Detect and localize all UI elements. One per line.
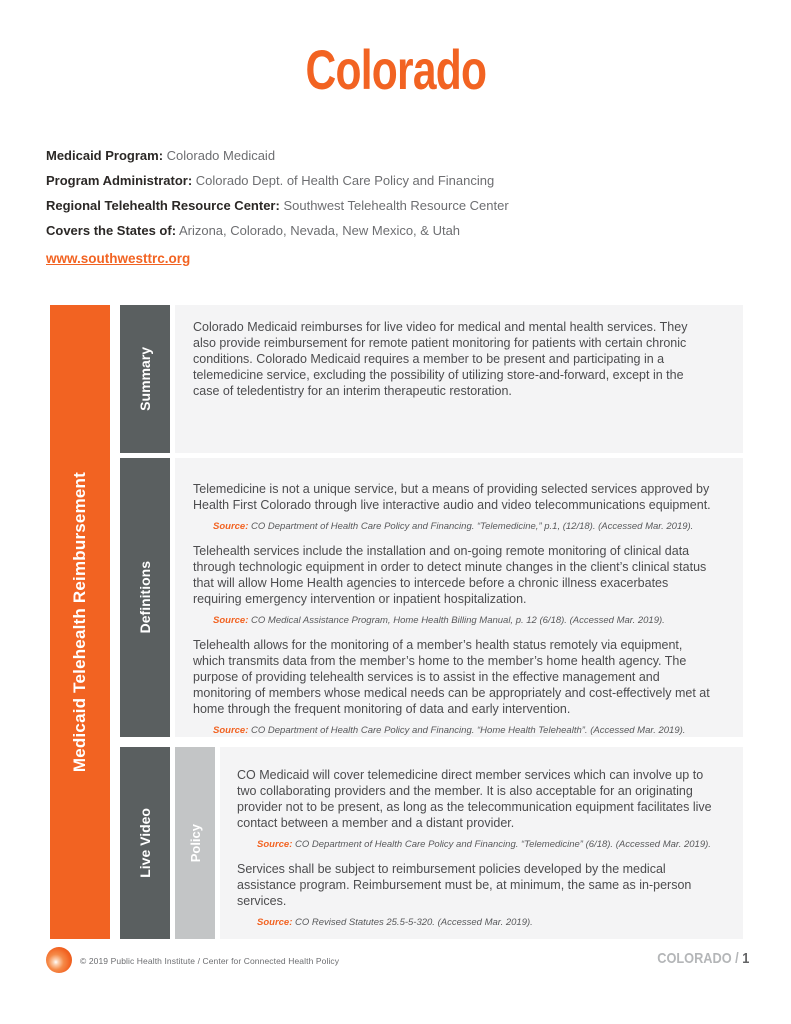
page-title	[0, 38, 791, 101]
paragraph: Telemedicine is not a unique service, but a means of providing selected services approved by Health First Colorado through live interactive audio and video telecommunications equipment.	[193, 482, 711, 512]
source-label: Source:	[257, 917, 293, 928]
header-field-program-administrator	[46, 174, 509, 187]
category-sidebar	[50, 305, 110, 939]
table-row-definitions	[120, 458, 743, 737]
category-sidebar-label: Medicaid Telehealth Reimbursement	[70, 471, 89, 773]
row-content-definitions	[175, 458, 743, 737]
row-label-definitions: Definitions	[137, 561, 153, 634]
source-text: CO Department of Health Care Policy and Financing. “Home Health Telehealth”. (Accessed Mar. 2019).	[251, 725, 686, 736]
page-title-text: Colorado	[305, 38, 486, 101]
header-field-covered-states	[46, 224, 509, 237]
source-citation	[257, 839, 715, 851]
subrow-label-bar-policy	[175, 747, 215, 939]
source-citation	[213, 725, 713, 737]
footer-separator: /	[731, 950, 742, 967]
paragraph: Telehealth services include the installation and on-going remote monitoring of clinical data through technologic equipment in order to detect minute changes in the client’s clinical status that will allow Home Health agencies to intercede before a chronic illness exacerbates requiring emergency intervention or inpatient hospitalization.	[193, 544, 707, 606]
field-value: Southwest Telehealth Resource Center	[283, 198, 509, 213]
source-text: CO Revised Statutes 25.5-5-320. (Accessed Mar. 2019).	[295, 917, 533, 928]
row-label-live-video: Live Video	[137, 808, 153, 878]
source-text: CO Medical Assistance Program, Home Health Billing Manual, p. 12 (6/18). (Accessed Mar. 2019).	[251, 615, 665, 626]
paragraph: Telehealth allows for the monitoring of a member’s health status remotely via equipment, which transmits data from the member’s home to the member’s home health agency. The purpose of providing telehealth services is to assist in the effective management and monitoring of members whose medical needs can be appropriately and cost-effectively met at home through the frequent monitoring of data and early intervention.	[193, 638, 710, 716]
field-label: Regional Telehealth Resource Center:	[46, 198, 280, 213]
source-text: CO Department of Health Care Policy and Financing. “Telemedicine” (6/18). (Accessed Mar. 2019).	[295, 839, 711, 850]
source-text: CO Department of Health Care Policy and Financing. “Telemedicine,” p.1, (12/18). (Accessed Mar. 2019).	[251, 521, 694, 532]
paragraph: Services shall be subject to reimbursement policies developed by the medical assistance program. Reimbursement must be, at minimum, the same as in-person services.	[237, 862, 692, 908]
footer-copyright: © 2019 Public Health Institute / Center for Connected Health Policy	[80, 956, 340, 966]
table-row-summary	[120, 305, 743, 453]
field-value: Colorado Dept. of Health Care Policy and Financing	[195, 173, 495, 188]
footer-state-name: COLORADO	[656, 950, 732, 967]
reimbursement-table	[50, 305, 743, 939]
source-label: Source:	[257, 839, 293, 850]
website-link[interactable]: www.southwesttrc.org	[46, 251, 191, 266]
row-content-summary	[175, 305, 743, 453]
header-field-medicaid-program	[46, 149, 509, 162]
table-rows	[120, 305, 743, 939]
source-label: Source:	[213, 521, 249, 532]
header-block	[46, 149, 509, 266]
paragraph: CO Medicaid will cover telemedicine direct member services which can involve up to two collaborating providers and the member. It is also acceptable for an originating provider not to be present, as long as the telecommunication equipment facilitates live contact between a member and a distant provider.	[237, 768, 712, 830]
source-label: Source:	[213, 725, 249, 736]
footer-page-indicator	[657, 950, 749, 967]
field-value: Arizona, Colorado, Nevada, New Mexico, & Utah	[178, 223, 461, 238]
paragraph: Colorado Medicaid reimburses for live video for medical and mental health services. They also provide reimbursement for remote patient monitoring for patients with certain chronic conditions. Colorado Medicaid requires a member to be present and participating in a telemedicine service, excluding the possibility of utilizing store-and-forward, except in the case of teledentistry for an interim therapeutic restoration.	[193, 320, 688, 398]
subrow-label-policy: Policy	[187, 823, 203, 863]
row-content-live-video	[220, 747, 743, 939]
source-citation	[257, 917, 715, 929]
phi-cchp-logo-icon	[46, 947, 72, 973]
footer-page-number: 1	[741, 950, 749, 967]
source-label: Source:	[213, 615, 249, 626]
field-value: Colorado Medicaid	[166, 148, 276, 163]
source-citation	[213, 521, 713, 533]
field-label: Medicaid Program:	[46, 148, 164, 163]
row-label-summary: Summary	[137, 347, 153, 411]
table-row-live-video	[120, 747, 743, 939]
field-label: Covers the States of:	[46, 223, 177, 238]
row-label-bar-definitions	[120, 458, 170, 737]
field-label: Program Administrator:	[46, 173, 193, 188]
row-label-bar-live-video	[120, 747, 170, 939]
header-field-regional-trc	[46, 199, 509, 212]
source-citation	[213, 615, 713, 627]
row-label-bar-summary	[120, 305, 170, 453]
